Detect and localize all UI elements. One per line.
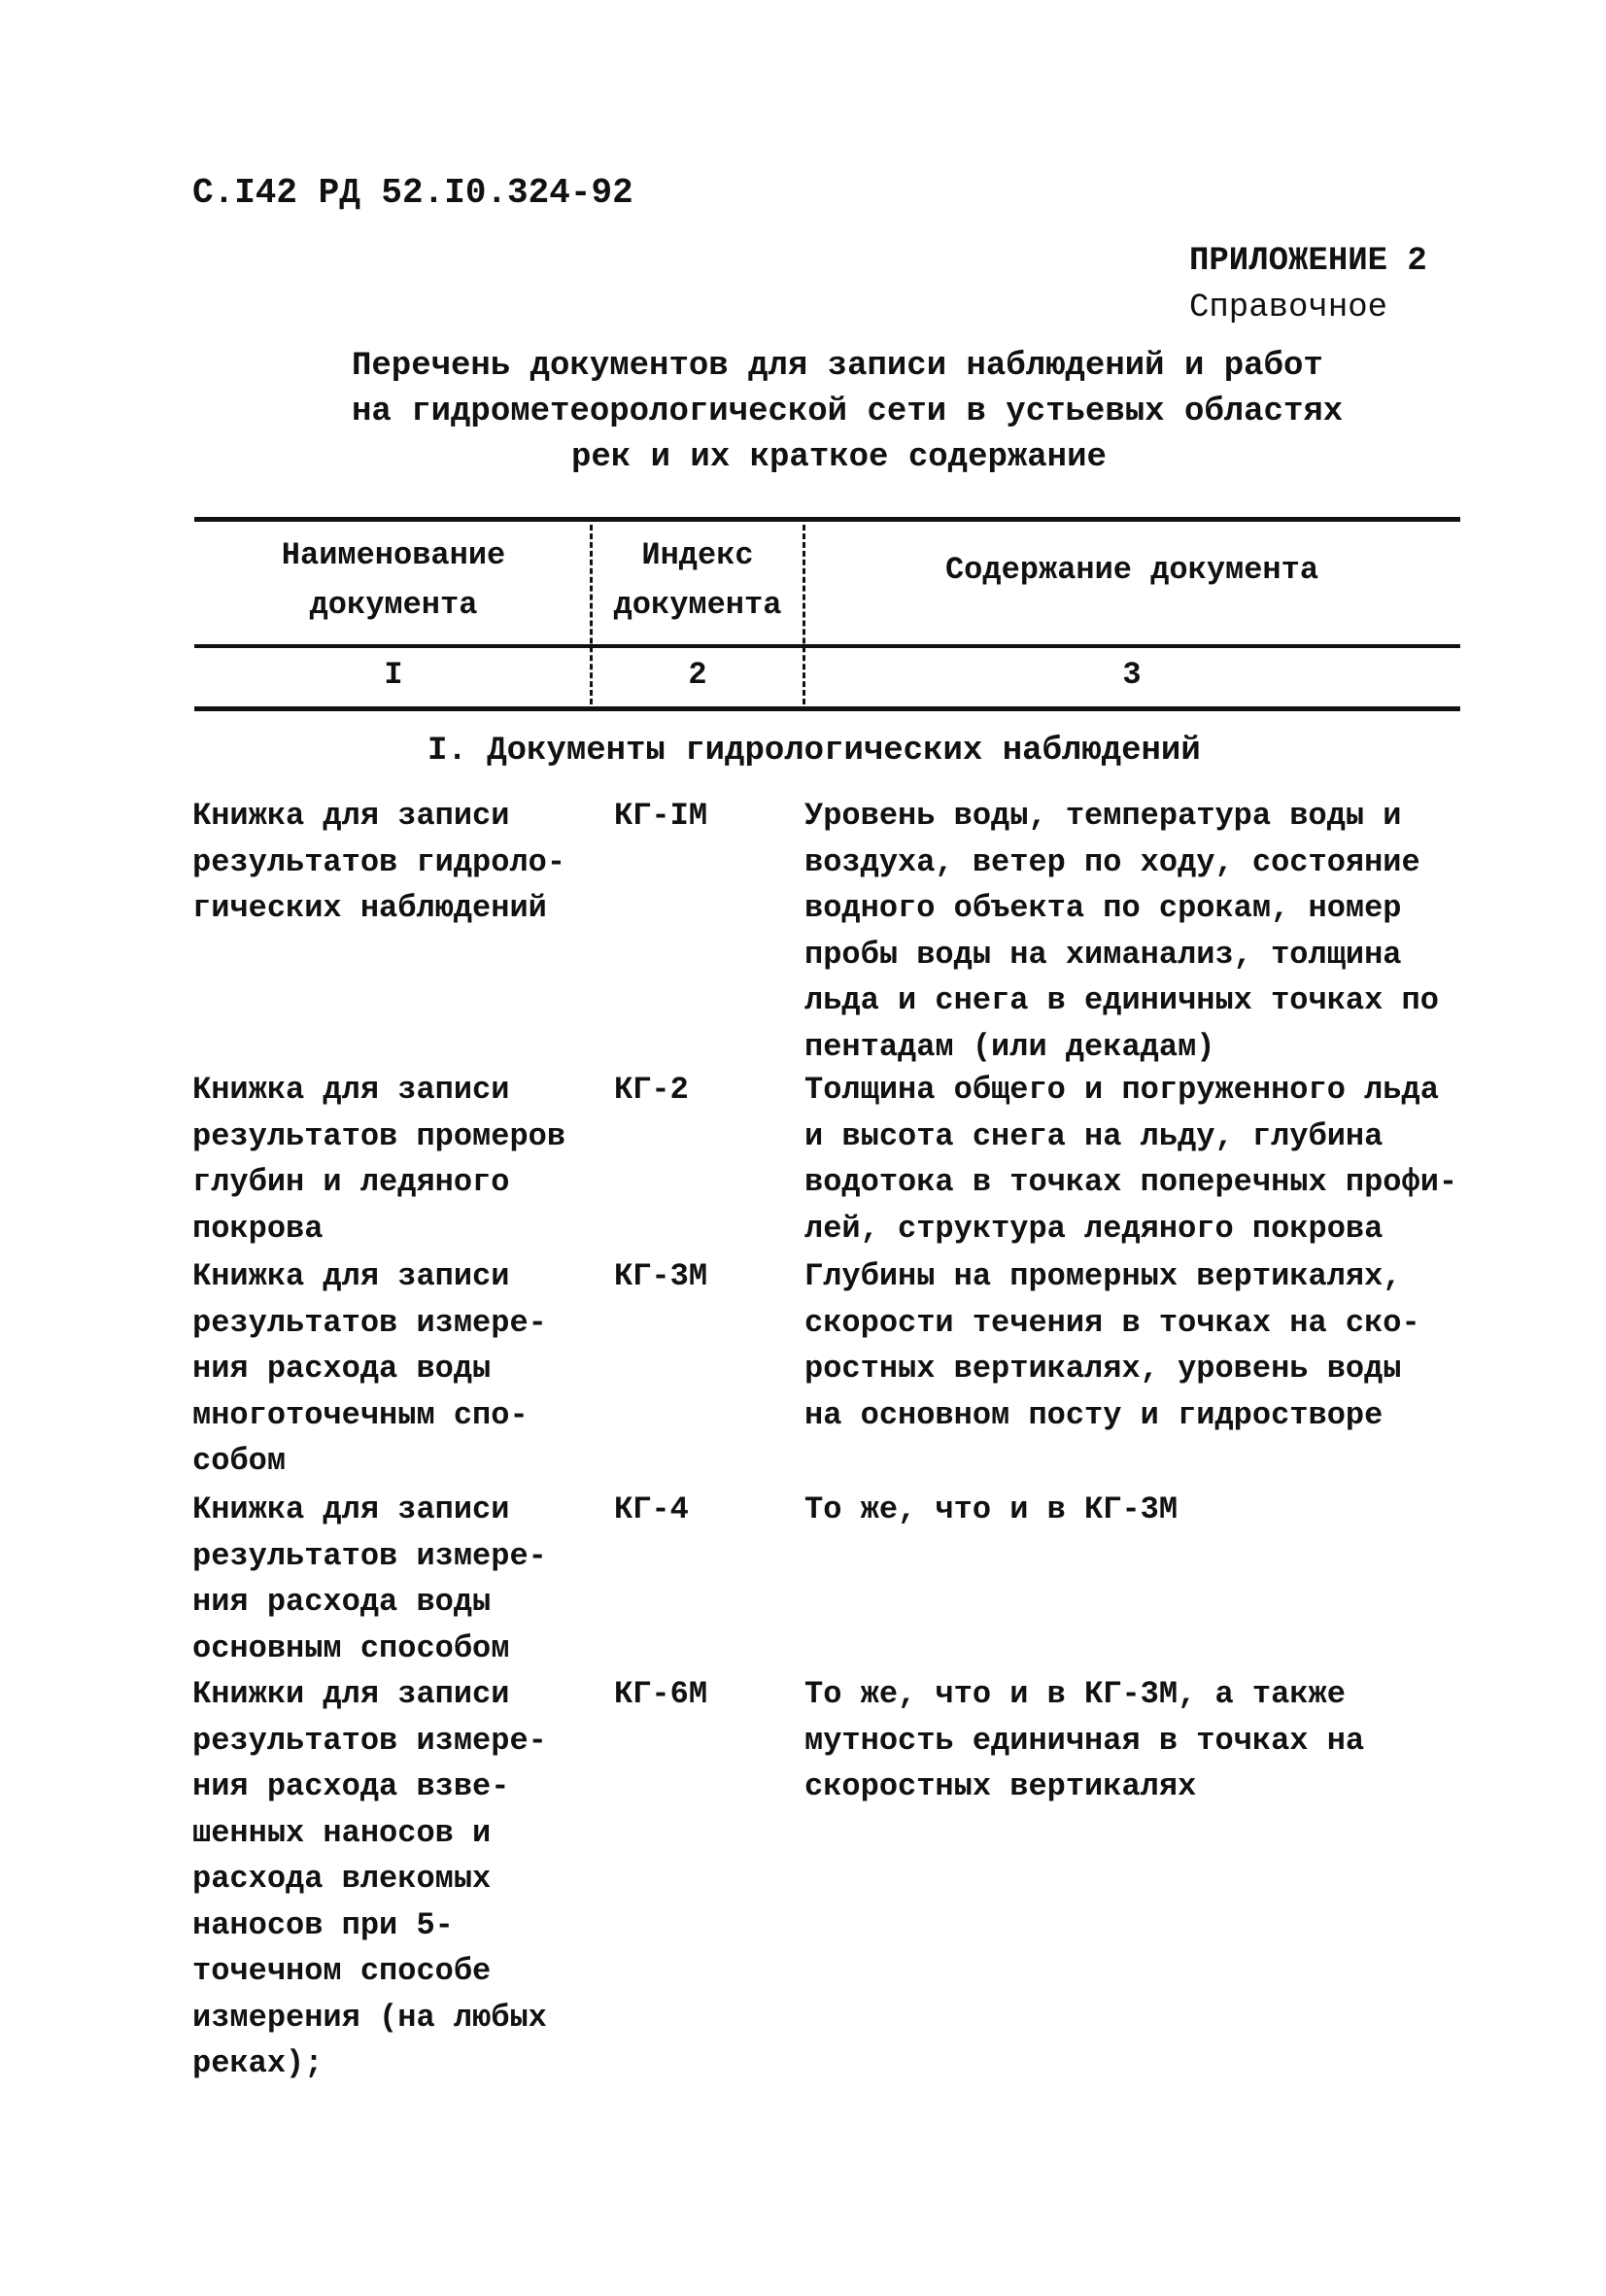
document-name-line: реках);: [192, 2045, 324, 2081]
page-header: С.I42 РД 52.I0.324-92: [192, 173, 633, 213]
document-name-line: ния расхода воды: [192, 1351, 492, 1387]
document-name-line: расхода влекомых: [192, 1861, 492, 1897]
document-content-line: лей, структура ледяного покрова: [804, 1210, 1384, 1247]
document-content-line: льда и снега в единичных точках по: [804, 982, 1439, 1018]
column-number: 3: [1122, 657, 1142, 693]
document-content: [804, 1487, 1485, 1533]
document-content-line: ростных вертикалях, уровень воды: [804, 1351, 1402, 1387]
document-content: [804, 793, 1485, 1070]
column-number: 2: [688, 657, 707, 693]
section-title: I. Документы гидрологических наблюдений: [427, 733, 1201, 770]
column-separator: [590, 525, 593, 704]
document-name-line: наносов при 5-: [192, 1906, 454, 1943]
document-name: [192, 1487, 600, 1671]
document-name-line: основным способом: [192, 1629, 510, 1666]
document-name-line: гических наблюдений: [192, 890, 547, 926]
title-line: Перечень документов для записи наблюдений и работ: [352, 348, 1323, 385]
document-content-line: Уровень воды, температура воды и: [804, 798, 1402, 834]
document-index: КГ-2: [614, 1072, 689, 1108]
document-name: [192, 1067, 600, 1251]
appendix-label: ПРИЛОЖЕНИЕ 2: [1189, 243, 1427, 280]
document-content-line: То же, что и в КГ-3М, а также: [804, 1676, 1346, 1712]
document-content-line: скорости течения в точках на ско-: [804, 1304, 1420, 1341]
column-header-line: документа: [613, 587, 782, 623]
title-line: рек и их краткое содержание: [571, 439, 1107, 476]
table-rule-bottom: [194, 706, 1460, 711]
document-name-line: Книжка для записи: [192, 1491, 510, 1527]
document-content: [804, 1067, 1485, 1251]
document-name-line: Книжка для записи: [192, 1072, 510, 1108]
document-index: КГ-4: [614, 1491, 689, 1527]
document-name-line: ния расхода воды: [192, 1584, 492, 1620]
column-separator: [803, 525, 805, 704]
document-content-line: Глубины на промерных вертикалях,: [804, 1258, 1402, 1294]
document-content-line: пентадам (или декадам): [804, 1028, 1215, 1065]
document-name: [192, 1253, 600, 1485]
document-index: КГ-IМ: [614, 798, 708, 834]
document-content-line: водотока в точках поперечных профи-: [804, 1164, 1458, 1200]
document-name-line: Книжки для записи: [192, 1676, 510, 1712]
document-name-line: ния расхода взве-: [192, 1768, 510, 1804]
document-content-line: То же, что и в КГ-3М: [804, 1491, 1179, 1527]
column-header-name: [204, 531, 583, 630]
appendix-note: Справочное: [1189, 290, 1388, 326]
document-name-line: точечном способе: [192, 1953, 492, 1989]
document-name-line: Книжка для записи: [192, 1258, 510, 1294]
document-name-line: шенных наносов и: [192, 1814, 492, 1851]
document-content-line: скоростных вертикалях: [804, 1768, 1197, 1804]
document-name: [192, 1671, 600, 2087]
document-content-line: Толщина общего и погруженного льда: [804, 1072, 1439, 1108]
document-name-line: результатов измере-: [192, 1537, 547, 1574]
document-name-line: измерения (на любых: [192, 1999, 547, 2036]
document-name-line: результатов промеров: [192, 1117, 566, 1154]
document-content: [804, 1671, 1485, 1810]
column-header-line: Содержание документа: [944, 552, 1319, 588]
document-name-line: многоточечным спо-: [192, 1396, 529, 1433]
column-header-content: [806, 545, 1457, 595]
column-number: I: [384, 657, 403, 693]
document-content: [804, 1253, 1485, 1438]
column-header-line: документа: [309, 587, 478, 623]
table-rule-top: [194, 517, 1460, 522]
title-line: на гидрометеорологической сети в устьевых областях: [352, 394, 1344, 430]
column-header-line: Индекс: [641, 537, 754, 573]
document-name-line: глубин и ледяного: [192, 1164, 510, 1200]
document-content-line: водного объекта по срокам, номер: [804, 890, 1402, 926]
document-name-line: результатов измере-: [192, 1304, 547, 1341]
column-header-line: Наименование: [281, 537, 506, 573]
document-content-line: пробы воды на химанализ, толщина: [804, 936, 1402, 973]
document-content-line: воздуха, ветер по ходу, состояние: [804, 843, 1420, 880]
document-name-line: результатов гидроло-: [192, 843, 566, 880]
document-index: КГ-3М: [614, 1258, 708, 1294]
document-content-line: и высота снега на льду, глубина: [804, 1117, 1384, 1154]
document-content-line: на основном посту и гидростворе: [804, 1396, 1384, 1433]
column-header-index: [595, 531, 801, 630]
document-name-line: собом: [192, 1443, 287, 1479]
document-content-line: мутность единичная в точках на: [804, 1722, 1365, 1759]
document-index: КГ-6М: [614, 1676, 708, 1712]
document-name-line: результатов измере-: [192, 1722, 547, 1759]
document-name: [192, 793, 600, 932]
document-name-line: покрова: [192, 1210, 324, 1247]
table-rule-middle: [194, 644, 1460, 648]
document-name-line: Книжка для записи: [192, 798, 510, 834]
